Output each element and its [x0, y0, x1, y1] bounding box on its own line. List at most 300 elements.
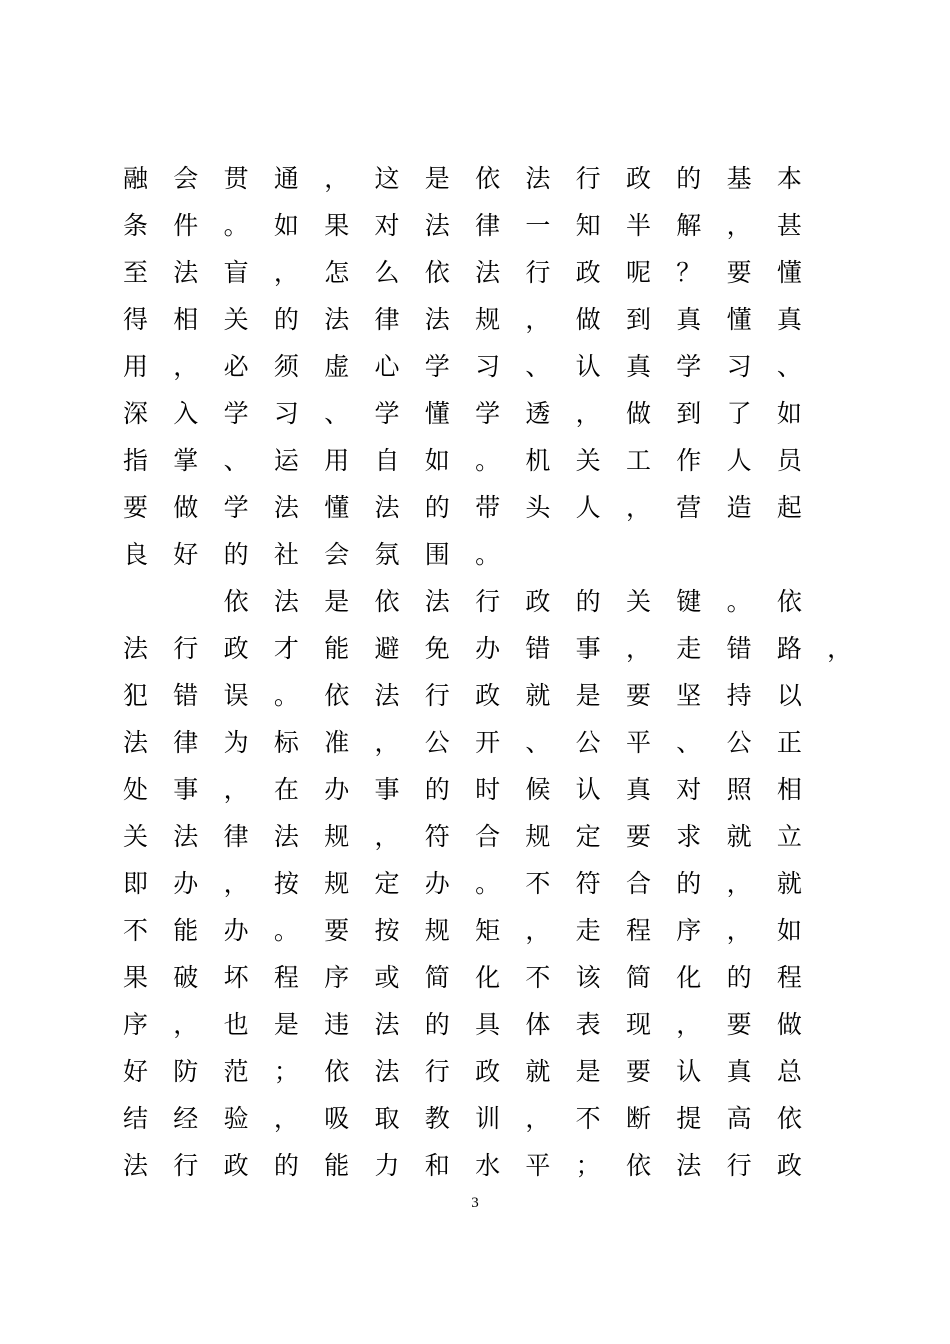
- text-char: 法: [273, 493, 299, 522]
- text-char: 政: [625, 164, 651, 193]
- text-char: 法: [374, 1057, 400, 1086]
- text-char: 依: [475, 164, 501, 193]
- page-number: 3: [471, 1195, 479, 1211]
- text-line: [123, 155, 843, 202]
- text-char: 如: [776, 916, 802, 945]
- text-char: 行: [475, 587, 501, 616]
- text-line: [123, 860, 843, 907]
- text-char: 果: [324, 211, 350, 240]
- text-char: 程: [625, 916, 651, 945]
- text-char: 也: [223, 1010, 249, 1039]
- text-char: ？: [676, 258, 702, 287]
- text-char: 带: [475, 493, 501, 522]
- text-char: [123, 578, 173, 625]
- text-char: 办: [324, 775, 350, 804]
- body-text: [123, 155, 853, 1189]
- text-line: [123, 813, 843, 860]
- text-line: [123, 719, 843, 766]
- text-char: 相: [776, 775, 802, 804]
- text-char: 政: [475, 681, 501, 710]
- text-char: 不: [525, 869, 551, 898]
- text-char: 准: [324, 728, 350, 757]
- text-line: [123, 249, 843, 296]
- text-char: 教: [424, 1104, 450, 1133]
- text-char: 如: [424, 446, 450, 475]
- text-char: 符: [424, 822, 450, 851]
- text-char: 能: [324, 634, 350, 663]
- text-char: 规: [324, 869, 350, 898]
- text-char: 立: [776, 822, 802, 851]
- text-char: 破: [173, 963, 199, 992]
- text-char: [173, 578, 223, 625]
- text-char: 法: [123, 728, 149, 757]
- text-char: 运: [273, 446, 299, 475]
- text-char: 不: [575, 1104, 601, 1133]
- text-char: 法: [123, 634, 149, 663]
- text-char: 法: [525, 164, 551, 193]
- text-char: 了: [726, 399, 752, 428]
- text-char: 要: [726, 1010, 752, 1039]
- text-char: 懂: [776, 258, 802, 287]
- text-char: 氛: [374, 540, 400, 569]
- text-char: 定: [374, 869, 400, 898]
- text-char: 这: [374, 164, 400, 193]
- text-char: 行: [525, 258, 551, 287]
- text-char: 是: [273, 1010, 299, 1039]
- text-char: 关: [625, 587, 651, 616]
- text-char: 条: [123, 211, 149, 240]
- text-char: ，: [726, 211, 752, 240]
- text-char: 总: [776, 1057, 802, 1086]
- text-char: 懂: [424, 399, 450, 428]
- text-char: 就: [525, 1057, 551, 1086]
- text-char: 断: [625, 1104, 651, 1133]
- text-char: 么: [374, 258, 400, 287]
- text-char: 训: [475, 1104, 501, 1133]
- text-char: 定: [575, 822, 601, 851]
- text-char: 工: [625, 446, 651, 475]
- text-line: [123, 390, 843, 437]
- text-char: 合: [625, 869, 651, 898]
- text-char: 体: [525, 1010, 551, 1039]
- text-char: 时: [475, 775, 501, 804]
- text-char: 的: [273, 305, 299, 334]
- text-line: [123, 578, 843, 625]
- text-char: 懂: [726, 305, 752, 334]
- text-char: 要: [625, 822, 651, 851]
- text-char: 指: [123, 446, 149, 475]
- text-char: 甚: [776, 211, 802, 240]
- text-char: 、: [676, 728, 702, 757]
- text-char: 习: [273, 399, 299, 428]
- text-char: 依: [776, 587, 802, 616]
- text-char: 人: [726, 446, 752, 475]
- text-char: 合: [475, 822, 501, 851]
- text-char: ，: [676, 1010, 702, 1039]
- text-line: [123, 1001, 843, 1048]
- text-char: 到: [676, 399, 702, 428]
- text-char: 不: [123, 916, 149, 945]
- text-char: 犯: [123, 681, 149, 710]
- text-char: 行: [424, 681, 450, 710]
- text-line: [123, 1048, 843, 1095]
- text-char: 做: [625, 399, 651, 428]
- text-line: [123, 484, 843, 531]
- text-char: 。: [273, 916, 299, 945]
- text-char: 序: [123, 1010, 149, 1039]
- text-char: 的: [424, 1010, 450, 1039]
- text-char: 取: [374, 1104, 400, 1133]
- text-char: 真: [676, 305, 702, 334]
- text-char: 该: [575, 963, 601, 992]
- text-char: ，: [625, 634, 651, 663]
- text-char: 法: [123, 1151, 149, 1180]
- text-line: [123, 437, 843, 484]
- text-char: 求: [676, 822, 702, 851]
- text-char: 、: [525, 728, 551, 757]
- text-char: 营: [676, 493, 702, 522]
- text-char: ，: [273, 1104, 299, 1133]
- text-char: 造: [726, 493, 752, 522]
- text-char: 懂: [324, 493, 350, 522]
- text-char: 行: [173, 1151, 199, 1180]
- text-char: 律: [475, 211, 501, 240]
- text-char: 提: [676, 1104, 702, 1133]
- text-char: 序: [324, 963, 350, 992]
- text-char: 好: [173, 540, 199, 569]
- text-char: 虚: [324, 352, 350, 381]
- text-char: ，: [324, 164, 350, 193]
- text-char: ；: [575, 1151, 601, 1180]
- text-char: 件: [173, 211, 199, 240]
- text-char: 机: [525, 446, 551, 475]
- text-char: 行: [173, 634, 199, 663]
- text-char: 持: [726, 681, 752, 710]
- text-char: 结: [123, 1104, 149, 1133]
- text-char: 盲: [223, 258, 249, 287]
- text-char: 法: [173, 258, 199, 287]
- text-char: 法: [374, 493, 400, 522]
- text-char: 处: [123, 775, 149, 804]
- text-char: 贯: [223, 164, 249, 193]
- text-char: 的: [726, 963, 752, 992]
- text-char: 公: [575, 728, 601, 757]
- text-char: 依: [776, 1104, 802, 1133]
- text-char: 政: [475, 1057, 501, 1086]
- text-char: 半: [625, 211, 651, 240]
- text-char: 公: [726, 728, 752, 757]
- text-char: 良: [123, 540, 149, 569]
- text-char: 政: [575, 258, 601, 287]
- text-char: 办: [475, 634, 501, 663]
- text-char: 平: [625, 728, 651, 757]
- text-char: 规: [424, 916, 450, 945]
- text-char: 融: [123, 164, 149, 193]
- text-char: 防: [173, 1057, 199, 1086]
- text-char: 做: [776, 1010, 802, 1039]
- text-char: 依: [625, 1151, 651, 1180]
- text-char: 学: [424, 352, 450, 381]
- text-char: 果: [123, 963, 149, 992]
- text-char: 坏: [223, 963, 249, 992]
- text-char: 依: [374, 587, 400, 616]
- text-char: 法: [424, 211, 450, 240]
- text-line: [123, 343, 843, 390]
- text-char: 律: [173, 728, 199, 757]
- text-char: 。: [726, 587, 752, 616]
- text-char: 开: [475, 728, 501, 757]
- text-char: 表: [575, 1010, 601, 1039]
- text-line: [123, 1142, 843, 1189]
- text-char: 会: [173, 164, 199, 193]
- text-char: 或: [374, 963, 400, 992]
- text-char: 要: [324, 916, 350, 945]
- text-char: 法: [374, 1010, 400, 1039]
- text-line: [123, 907, 843, 954]
- text-char: ，: [625, 493, 651, 522]
- text-char: 。: [475, 540, 501, 569]
- text-char: 以: [776, 681, 802, 710]
- text-char: 。: [273, 681, 299, 710]
- text-char: 依: [223, 587, 249, 616]
- text-char: 公: [424, 728, 450, 757]
- text-char: 、: [223, 446, 249, 475]
- text-char: 是: [324, 587, 350, 616]
- text-char: 围: [424, 540, 450, 569]
- text-char: ，: [525, 1104, 551, 1133]
- text-char: 依: [424, 258, 450, 287]
- text-char: 政: [223, 634, 249, 663]
- text-char: 简: [424, 963, 450, 992]
- text-char: 为: [223, 728, 249, 757]
- text-char: 错: [525, 634, 551, 663]
- text-char: 错: [173, 681, 199, 710]
- text-char: 力: [374, 1151, 400, 1180]
- text-char: ，: [374, 822, 400, 851]
- text-char: 学: [374, 399, 400, 428]
- text-char: 做: [173, 493, 199, 522]
- text-char: 法: [324, 305, 350, 334]
- text-char: 事: [575, 634, 601, 663]
- text-char: 的: [676, 869, 702, 898]
- text-char: 呢: [625, 258, 651, 287]
- text-char: 学: [223, 493, 249, 522]
- text-char: 误: [223, 681, 249, 710]
- text-char: 要: [625, 1057, 651, 1086]
- text-char: 掌: [173, 446, 199, 475]
- text-char: 解: [676, 211, 702, 240]
- text-char: 学: [676, 352, 702, 381]
- text-char: 程: [776, 963, 802, 992]
- text-char: 一: [525, 211, 551, 240]
- text-char: 的: [223, 540, 249, 569]
- text-char: 员: [776, 446, 802, 475]
- text-char: 、: [525, 352, 551, 381]
- text-char: 对: [676, 775, 702, 804]
- text-char: 键: [676, 587, 702, 616]
- text-char: 是: [575, 1057, 601, 1086]
- text-char: 简: [625, 963, 651, 992]
- text-char: 政: [776, 1151, 802, 1180]
- text-char: 候: [525, 775, 551, 804]
- text-char: 相: [173, 305, 199, 334]
- text-line: [123, 296, 843, 343]
- text-char: 会: [324, 540, 350, 569]
- text-char: 能: [173, 916, 199, 945]
- text-char: 按: [374, 916, 400, 945]
- text-char: 免: [424, 634, 450, 663]
- text-char: 自: [374, 446, 400, 475]
- text-line: [123, 766, 843, 813]
- text-char: 现: [625, 1010, 651, 1039]
- text-char: 按: [273, 869, 299, 898]
- text-char: 行: [575, 164, 601, 193]
- text-char: 行: [424, 1057, 450, 1086]
- text-char: 真: [726, 1057, 752, 1086]
- text-char: 法: [273, 822, 299, 851]
- text-char: 起: [776, 493, 802, 522]
- text-char: 关: [223, 305, 249, 334]
- text-char: 错: [726, 634, 752, 663]
- text-char: 事: [374, 775, 400, 804]
- text-line: [123, 672, 843, 719]
- text-char: 要: [625, 681, 651, 710]
- text-char: 化: [676, 963, 702, 992]
- text-char: 规: [324, 822, 350, 851]
- text-char: 。: [223, 211, 249, 240]
- text-char: ；: [273, 1057, 299, 1086]
- text-char: 真: [625, 775, 651, 804]
- text-char: 学: [223, 399, 249, 428]
- text-char: ，: [374, 728, 400, 757]
- text-char: 矩: [475, 916, 501, 945]
- text-char: 要: [726, 258, 752, 287]
- text-char: 的: [273, 1151, 299, 1180]
- text-line: [123, 202, 843, 249]
- text-char: 须: [273, 352, 299, 381]
- text-char: 能: [324, 1151, 350, 1180]
- text-char: ，: [525, 305, 551, 334]
- text-char: 真: [625, 352, 651, 381]
- text-char: 就: [525, 681, 551, 710]
- text-char: 认: [575, 775, 601, 804]
- text-char: ，: [525, 916, 551, 945]
- text-char: 是: [575, 681, 601, 710]
- text-char: 走: [676, 634, 702, 663]
- text-char: 序: [676, 916, 702, 945]
- text-char: 法: [676, 1151, 702, 1180]
- text-char: 如: [273, 211, 299, 240]
- text-char: 违: [324, 1010, 350, 1039]
- text-char: 关: [123, 822, 149, 851]
- text-char: ，: [575, 399, 601, 428]
- text-char: 吸: [324, 1104, 350, 1133]
- text-char: 关: [575, 446, 601, 475]
- text-char: 是: [424, 164, 450, 193]
- text-char: 基: [726, 164, 752, 193]
- text-char: 。: [475, 446, 501, 475]
- text-char: 和: [424, 1151, 450, 1180]
- text-char: 的: [575, 587, 601, 616]
- text-char: 社: [273, 540, 299, 569]
- text-char: 认: [575, 352, 601, 381]
- text-char: 做: [575, 305, 601, 334]
- text-char: 认: [676, 1057, 702, 1086]
- text-char: 透: [525, 399, 551, 428]
- text-char: 本: [776, 164, 802, 193]
- text-char: 法: [424, 305, 450, 334]
- text-char: ，: [273, 258, 299, 287]
- text-char: 走: [575, 916, 601, 945]
- text-char: ，: [726, 916, 752, 945]
- text-char: 政: [525, 587, 551, 616]
- text-char: 如: [776, 399, 802, 428]
- text-char: 。: [475, 869, 501, 898]
- text-char: 程: [273, 963, 299, 992]
- text-char: 办: [223, 916, 249, 945]
- text-char: 用: [324, 446, 350, 475]
- text-char: 通: [273, 164, 299, 193]
- text-char: ，: [726, 869, 752, 898]
- text-char: 入: [173, 399, 199, 428]
- text-char: 要: [123, 493, 149, 522]
- text-char: 范: [223, 1057, 249, 1086]
- text-char: 坚: [676, 681, 702, 710]
- text-char: 至: [123, 258, 149, 287]
- text-char: 法: [424, 587, 450, 616]
- text-char: 依: [324, 681, 350, 710]
- text-line: [123, 531, 843, 578]
- text-char: 的: [424, 493, 450, 522]
- text-char: 才: [273, 634, 299, 663]
- text-char: 法: [374, 681, 400, 710]
- text-char: 头: [525, 493, 551, 522]
- text-char: ，: [223, 775, 249, 804]
- text-char: 办: [424, 869, 450, 898]
- text-char: 规: [525, 822, 551, 851]
- text-char: 正: [776, 728, 802, 757]
- text-char: 规: [475, 305, 501, 334]
- text-char: 不: [525, 963, 551, 992]
- text-char: 对: [374, 211, 400, 240]
- text-char: 真: [776, 305, 802, 334]
- text-char: 怎: [324, 258, 350, 287]
- text-char: 律: [223, 822, 249, 851]
- text-char: 经: [173, 1104, 199, 1133]
- text-char: 到: [625, 305, 651, 334]
- text-line: [123, 1095, 843, 1142]
- text-char: ，: [173, 352, 199, 381]
- text-char: 路: [776, 634, 802, 663]
- text-char: 、: [776, 352, 802, 381]
- text-char: 知: [575, 211, 601, 240]
- text-char: 即: [123, 869, 149, 898]
- text-char: 律: [374, 305, 400, 334]
- text-char: 标: [273, 728, 299, 757]
- text-char: 深: [123, 399, 149, 428]
- text-char: 平: [525, 1151, 551, 1180]
- text-char: 必: [223, 352, 249, 381]
- text-char: ，: [173, 1010, 199, 1039]
- text-char: 得: [123, 305, 149, 334]
- text-char: 好: [123, 1057, 149, 1086]
- text-char: 行: [726, 1151, 752, 1180]
- text-char: 法: [475, 258, 501, 287]
- text-char: 避: [374, 634, 400, 663]
- text-char: ，: [223, 869, 249, 898]
- text-char: 、: [324, 399, 350, 428]
- text-char: ，: [827, 634, 853, 663]
